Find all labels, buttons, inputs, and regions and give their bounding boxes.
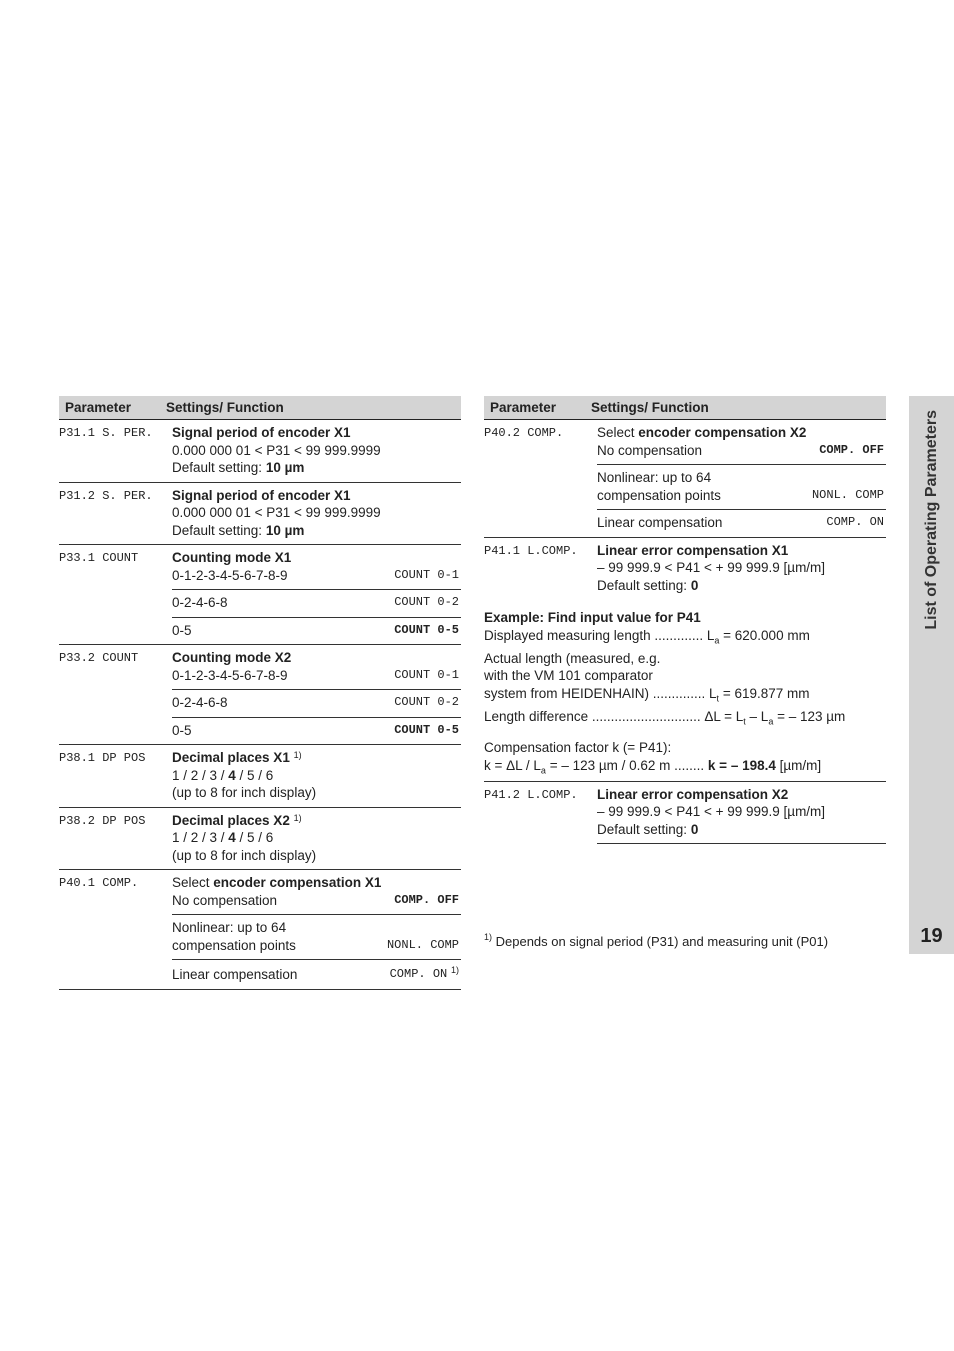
default-value: 4 [228,830,236,845]
option-label: Nonlinear: up to 64 [597,470,712,485]
param-title: Signal period of encoder X1 [172,487,351,503]
default-value: 0 [690,821,699,837]
side-tab [909,396,954,954]
header-settings: Settings/ Function [591,400,709,415]
footnote-ref: 1) [293,750,302,760]
param-code: P40.2 COMP. [484,426,564,440]
param-title: encoder compensation X2 [638,425,807,440]
example-block [484,609,886,782]
option-label: Nonlinear: up to 64 [172,920,287,935]
param-range: – 99 999.9 < P41 < + 99 999.9 [µm/m] [597,560,826,575]
table-header [484,396,886,420]
param-code: P40.1 COMP. [59,876,139,890]
option-code: NONL. COMP [386,937,459,952]
option-code: COUNT 0-1 [394,667,459,682]
default-value: 4 [228,767,236,783]
example-line: Compensation factor k (= P41): [484,740,672,756]
option-code: COMP. OFF [819,442,884,457]
option-label: 0-2-4-6-8 [172,595,228,610]
option-label: 0-5 [172,622,192,638]
table-row [484,420,886,538]
table-header [59,396,461,420]
values-text: 1 / 2 / 3 / [172,767,229,783]
param-title: encoder compensation X1 [213,875,382,890]
default-label: Default setting: [597,821,691,837]
param-title: Decimal places X1 [172,750,290,765]
option-code: COUNT 0-2 [394,595,459,609]
example-title: Example: Find input value for P41 [484,610,701,625]
table-row [59,545,461,645]
option-code: COUNT 0-5 [394,722,459,737]
option-code: COMP. ON [389,967,448,981]
header-parameter: Parameter [490,400,557,415]
example-line: $k = \Delta L / L_a$ = – 123 µm / 0.62 m ........ k = – 198.4 [µm/m] [484,757,822,776]
param-title: Counting mode X1 [172,550,292,565]
table-row [59,745,461,808]
option-code: COUNT 0-2 [394,695,459,709]
option-label: 0-1-2-3-4-5-6-7-8-9 [172,567,288,583]
footnote-marker: 1) [484,932,493,942]
param-range: 0.000 000 01 < P31 < 99 999.9999 [172,505,381,520]
section-title: List of Operating Parameters [922,410,940,630]
param-range: – 99 999.9 < P41 < + 99 999.9 [µm/m] [597,804,826,820]
param-title: Signal period of encoder X1 [172,425,351,440]
table-row [59,483,461,546]
option-label: Linear compensation [172,967,298,982]
default-value: 10 µm [265,460,305,475]
values-text: / 5 / 6 [235,767,274,783]
table-row [59,645,461,745]
option-code: COMP. OFF [394,892,459,907]
option-code: COUNT 0-1 [394,567,459,582]
option-label: No compensation [172,892,278,908]
option-label: 0-5 [172,722,192,738]
footnote [484,934,828,949]
param-code: P41.1 L.COMP. [484,543,578,558]
param-code: P33.2 COUNT [59,651,139,665]
page-number: 19 [920,925,943,947]
param-note: (up to 8 for inch display) [172,847,317,863]
table-row [59,808,461,871]
default-label: Default setting: [172,460,266,475]
select-text: Select [172,875,214,890]
option-label: 0-2-4-6-8 [172,695,228,710]
param-title: Linear error compensation X2 [597,786,789,802]
values-text: 1 / 2 / 3 / [172,830,229,845]
param-title: Linear error compensation X1 [597,542,789,558]
option-label: No compensation [597,442,703,458]
option-label: compensation points [597,487,721,503]
example-line: Actual length (measured, e.g. [484,650,661,666]
param-code: P31.1 S. PER. [59,426,153,440]
footnote-text: Depends on signal period (P31) and measuring unit (P01) [492,934,829,949]
param-code: P38.1 DP POS [59,751,146,765]
example-line: with the VM 101 comparator [484,668,653,684]
table-row [484,782,886,845]
param-title: Decimal places X2 [172,812,290,828]
left-parameter-table [59,396,461,990]
param-code: P38.2 DP POS [59,813,146,828]
option-label: compensation points [172,937,296,953]
default-label: Default setting: [597,577,691,593]
header-settings: Settings/ Function [166,400,284,415]
select-text: Select [597,425,639,440]
default-label: Default setting: [172,522,266,538]
param-code: P33.1 COUNT [59,551,139,565]
table-row [59,420,461,483]
footnote-ref: 1) [450,965,459,975]
right-parameter-table [484,396,886,844]
header-parameter: Parameter [65,400,132,415]
option-code: COUNT 0-5 [394,622,459,637]
param-note: (up to 8 for inch display) [172,785,317,800]
param-code: P31.2 S. PER. [59,488,153,503]
example-line: Length difference ............................. $\Delta L = L_t - L_a$ = – 123 µm [484,708,846,727]
default-value: 0 [690,577,699,593]
option-label: 0-1-2-3-4-5-6-7-8-9 [172,667,288,683]
param-title: Counting mode X2 [172,650,292,665]
option-label: Linear compensation [597,515,723,530]
values-text: / 5 / 6 [235,830,274,845]
example-line: system from HEIDENHAIN) .............. $L_t = 619.877$ mm [484,685,810,704]
table-row [59,870,461,990]
param-range: 0.000 000 01 < P31 < 99 999.9999 [172,442,381,458]
table-row [484,538,886,600]
option-code: COMP. ON [826,515,884,529]
example-line: Displayed measuring length ............. $L_a = 620.000$ mm [484,627,810,646]
default-value: 10 µm [265,522,305,538]
param-code: P41.2 L.COMP. [484,787,578,802]
footnote-ref: 1) [293,812,302,823]
option-code: NONL. COMP [811,487,884,502]
